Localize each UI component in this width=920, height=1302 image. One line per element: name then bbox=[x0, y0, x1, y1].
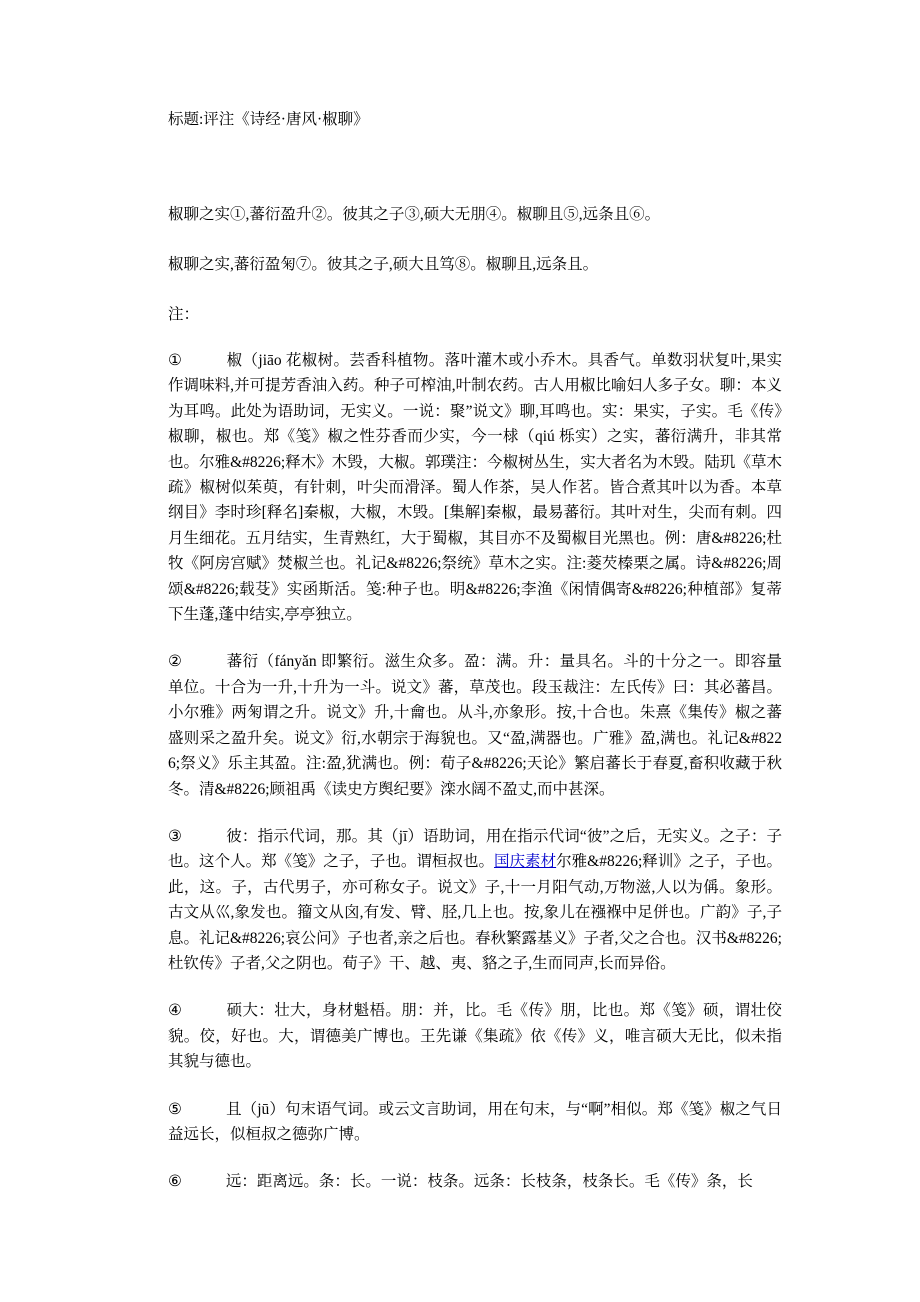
note-marker: ⑤ bbox=[168, 1100, 182, 1118]
note-item-1 bbox=[168, 348, 782, 627]
note-body-continued: 尔雅&#8226;释训》之子，子也。此，这。子，古代男子，亦可称女子。说文》子,十一月阳气动,万物滋,人以为偁。象形。古文从巛,象发也。籀文从囟,有发、臂、胫,几上也。按,象儿在襁褓中足併也。广韵》子,子息。礼记&#8226;哀公问》子也者,亲之后也。春秋繁露基义》子者,父之合也。汉书&#8226;杜钦传》子者,父之阴也。荀子》干、越、夷、貉之子,生而同声,长而异俗。 bbox=[168, 853, 782, 972]
note-item-2 bbox=[168, 649, 782, 801]
note-marker: ① bbox=[168, 352, 183, 369]
note-body: 彼：指示代词，那。其（jī）语助词，用在指示代词“彼”之后，无实义。之子：子也。这个人。郑《笺》之子，子也。谓桓叔也。 bbox=[168, 827, 782, 871]
note-body: 远：距离远。条：长。一说：枝条。远条：长枝条，枝条长。毛《传》条，长 bbox=[225, 1173, 753, 1191]
note-body: 硕大：壮大，身材魁梧。朋：并，比。毛《传》朋，比也。郑《笺》硕，谓壮佼貌。佼，好也。大，谓德美广博也。王先谦《集疏》依《传》义，唯言硕大无比，似未指其貌与德也。 bbox=[168, 1002, 782, 1071]
note-body: 蕃衍（fányǎn 即繁衍。滋生众多。盈：满。升：量具名。斗的十分之一。即容量单位。十合为一升,十升为一斗。说文》蕃，草茂也。段玉裁注：左氏传》曰：其必蕃昌。小尔雅》两匊谓之升。说文》升,十龠也。从斗,亦象形。按,十合也。朱熹《集传》椒之蕃盛则采之盈升矣。说文》衍,水朝宗于海貌也。又“盈,满器也。广雅》盈,满也。礼记&#8226;祭义》乐主其盈。注:盈,犹满也。例：荀子&#8226;天论》繁启蕃长于春夏,畜积收藏于秋冬。清&#8226;顾祖禹《读史方舆纪要》滦水阔不盈丈,而中甚深。 bbox=[168, 653, 782, 798]
page-title: 标题:评注《诗经·唐风·椒聊》 bbox=[168, 111, 369, 128]
note-body: 且（jū）句末语气词。或云文言助词，用在句末，与“啊”相似。郑《笺》椒之气日益远长，似桓叔之德弥广博。 bbox=[168, 1100, 782, 1143]
note-item-3 bbox=[168, 824, 782, 976]
poem-stanza-2: 椒聊之实,蕃衍盈匊⑦。彼其之子,硕大且笃⑧。椒聊且,远条且。 bbox=[168, 256, 599, 273]
note-marker: ② bbox=[168, 653, 183, 671]
note-marker: ③ bbox=[168, 827, 183, 845]
note-item-4 bbox=[168, 998, 782, 1074]
poem-stanza-1: 椒聊之实①,蕃衍盈升②。彼其之子③,硕大无朋④。椒聊且⑤,远条且⑥。 bbox=[168, 206, 661, 223]
note-marker: ④ bbox=[168, 1002, 183, 1020]
document-page bbox=[168, 0, 782, 1195]
notes-heading: 注： bbox=[168, 306, 200, 323]
note-item-6 bbox=[168, 1169, 782, 1194]
note-item-5 bbox=[168, 1097, 782, 1148]
inline-link-guoqing-sucai[interactable]: 国庆素材 bbox=[494, 853, 557, 871]
note-body: 椒（jiāo 花椒树。芸香科植物。落叶灌木或小乔木。具香气。单数羽状复叶,果实作调味料,并可提芳香油入药。种子可榨油,叶制农药。古人用椒比喻妇人多子女。聊：本义为耳鸣。此处为语助词，无实义。一说：聚”说文》聊,耳鸣也。实：果实，子实。毛《传》椒聊，椒也。郑《笺》椒之性芬香而少实，今一梂（qiú 栎实）之实，蕃衍满升，非其常也。尔雅&#8226;释木》木毁，大椒。郭璞注：今椒树丛生，实大者名为木毁。陆玑《草木疏》椒树似茱萸，有针刺，叶尖而滑泽。蜀人作茶，吴人作茗。皆合煮其叶以为香。本草纲目》李时珍[释名]秦椒，大椒，木毁。[集解]秦椒，最易蕃衍。其叶对生，尖而有刺。四月生细花。五月结实，生青熟红，大于蜀椒，其目亦不及蜀椒目光黑也。例：唐&#8226;杜牧《阿房宫赋》焚椒兰也。礼记&#8226;祭统》草木之实。注:菱芡榛栗之属。诗&#8226;周颂&#8226;载芟》实函斯活。笺:种子也。明&#8226;李渔《闲情偶寄&#8226;种植部》复蒂下生蓬,蓬中结实,亭亭独立。 bbox=[168, 352, 782, 624]
note-marker: ⑥ bbox=[168, 1173, 182, 1191]
